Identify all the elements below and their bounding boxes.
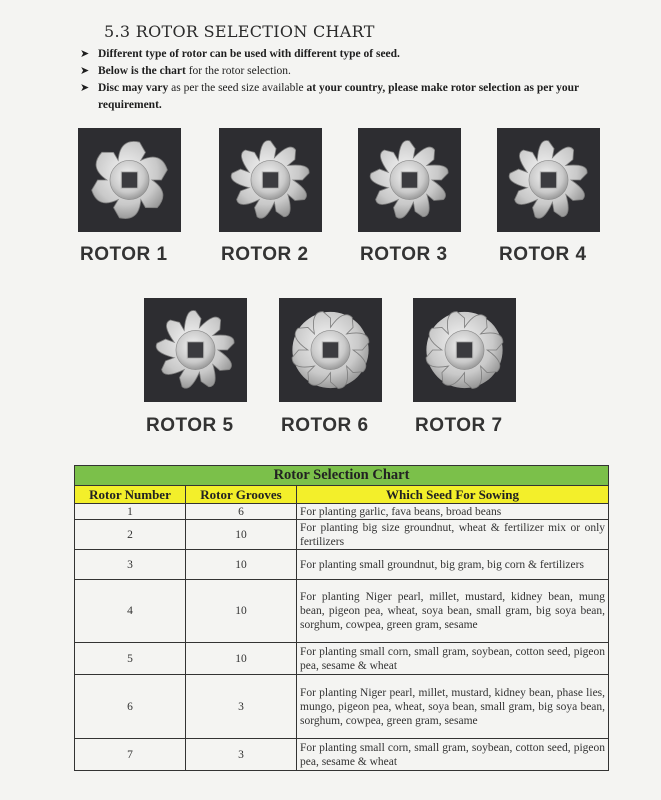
rotor-2-photo [219,128,322,232]
rotor-3-label: ROTOR 3 [360,244,448,265]
rotor-2-label: ROTOR 2 [221,244,309,265]
arrow-bullet-icon: ➤ [80,82,90,94]
seed-cell: For planting Niger pearl, millet, mustard, kidney bean, mung bean, pigeon pea, wheat, soya bean, small gram, big soya bean, sorghum, cowpea, green gram, sesame [297,580,609,643]
seed-cell: For planting Niger pearl, millet, mustard, kidney bean, phase lies, mungo, pigeon pea, wheat, soya bean, small gram, big soya bean, sorghum, cowpea, green gram, sesame [297,675,609,739]
column-header-rotor-grooves: Rotor Grooves [186,486,297,504]
seed-cell: For planting small groundnut, big gram, big corn & fertilizers [297,550,609,580]
rotor-grooves-cell: 3 [186,739,297,771]
table-row [75,739,609,771]
bullet-2: ➤ Below is the chart for the rotor selection. [80,63,610,80]
rotor-grooves-cell: 10 [186,550,297,580]
rotor-number-cell: 4 [75,580,186,643]
arrow-bullet-icon: ➤ [80,65,90,77]
table-row [75,550,609,580]
rotor-number-cell: 5 [75,643,186,675]
seed-cell: For planting small corn, small gram, soybean, cotton seed, pigeon pea, sesame & wheat [297,739,609,771]
bullet-3-normal: as per the seed size available [171,82,307,94]
rotor-grooves-cell: 10 [186,580,297,643]
rotor-4-photo [497,128,600,232]
bullet-1 [80,46,610,63]
rotor-number-cell: 6 [75,675,186,739]
rotor-1-label: ROTOR 1 [80,244,168,265]
seed-cell: For planting small corn, small gram, soybean, cotton seed, pigeon pea, sesame & wheat [297,643,609,675]
rotor-1-photo [78,128,181,232]
rotor-6-photo [279,298,382,402]
rotor-grooves-cell: 3 [186,675,297,739]
rotor-5-label: ROTOR 5 [146,415,234,436]
table-row [75,520,609,550]
rotor-number-cell: 7 [75,739,186,771]
rotor-grooves-cell: 10 [186,520,297,550]
rotor-number-cell: 3 [75,550,186,580]
section-title: 5.3 ROTOR SELECTION CHART [104,22,375,41]
rotor-number-cell: 1 [75,504,186,520]
table-row [75,504,609,520]
rotor-7-photo [413,298,516,402]
bullet-3-bold2: at your country, please make rotor selection as per your requirement. [98,82,579,111]
rotor-7-label: ROTOR 7 [415,415,503,436]
column-header-seed: Which Seed For Sowing [297,486,609,504]
bullet-list [80,46,610,114]
table-title: Rotor Selection Chart [75,466,609,486]
seed-cell: For planting garlic, fava beans, broad beans [297,504,609,520]
rotor-3-photo [358,128,461,232]
table-row [75,675,609,739]
table-row [75,643,609,675]
rotor-5-photo [144,298,247,402]
rotor-4-label: ROTOR 4 [499,244,587,265]
arrow-bullet-icon: ➤ [80,48,90,60]
column-header-rotor-number: Rotor Number [75,486,186,504]
bullet-3 [80,80,610,114]
rotor-grooves-cell: 10 [186,643,297,675]
bullet-1-text: Different type of rotor can be used with different type of seed. [98,48,400,60]
rotor-selection-table [74,465,609,771]
bullet-3-bold: Disc may vary [98,82,172,94]
rotor-6-label: ROTOR 6 [281,415,369,436]
rotor-grooves-cell: 6 [186,504,297,520]
rotor-number-cell: 2 [75,520,186,550]
table-row [75,580,609,643]
seed-cell: For planting big size groundnut, wheat & fertilizer mix or only fertilizers [297,520,609,550]
